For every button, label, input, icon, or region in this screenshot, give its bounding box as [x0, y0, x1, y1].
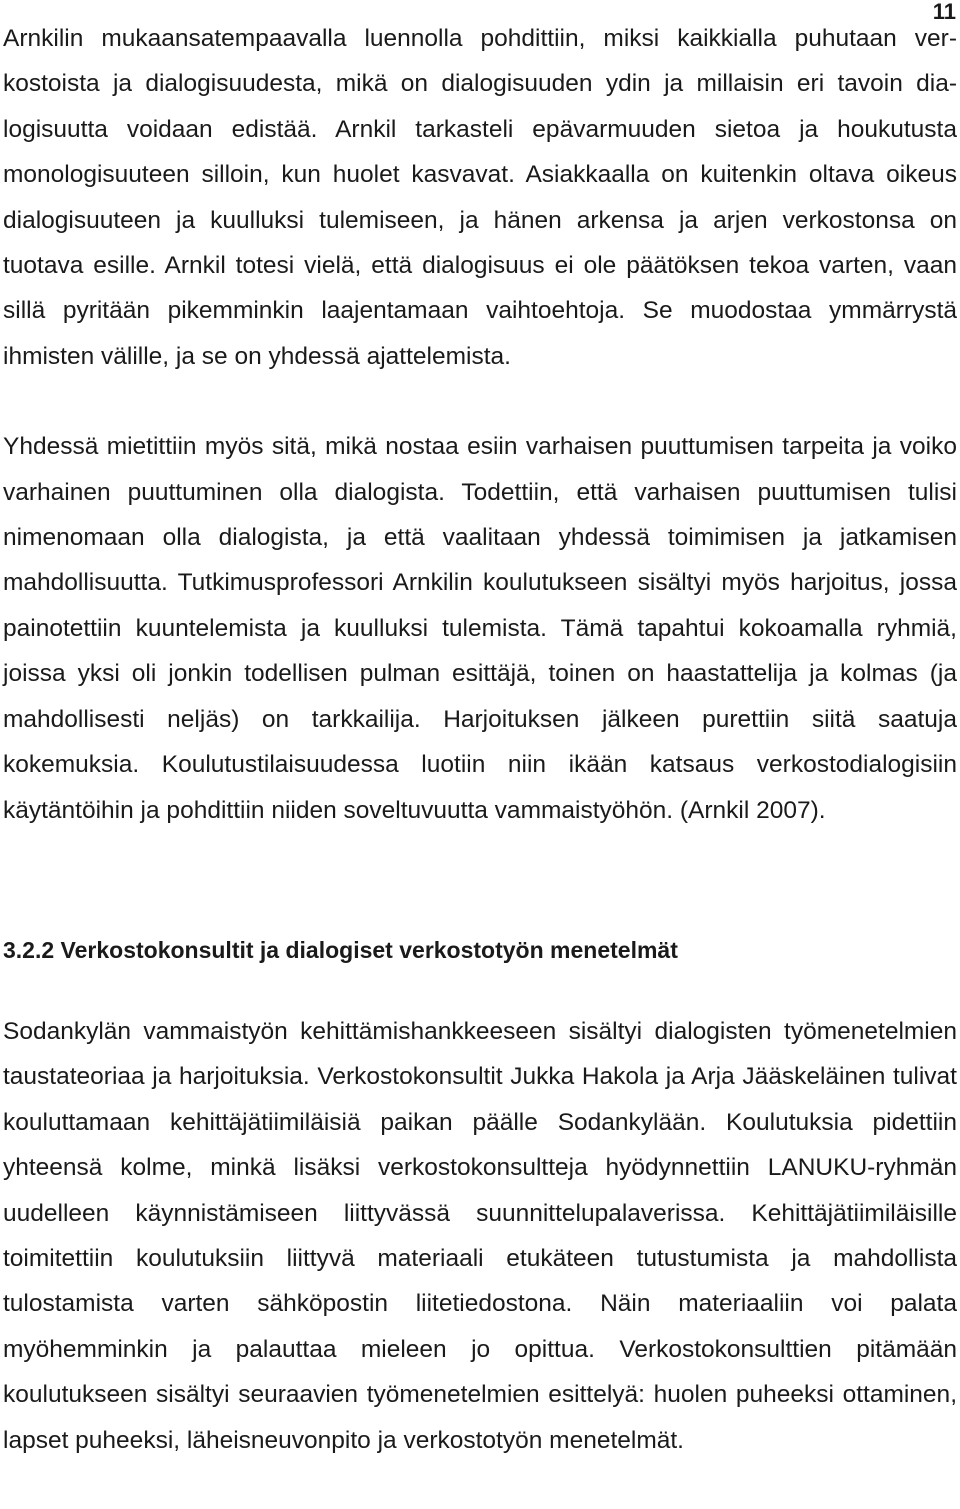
- paragraph-early-intervention: Yhdessä mietittiin myös sitä, mikä nostaa esiin varhaisen puuttumisen tarpeita ja voiko varhainen puuttuminen olla dialogista. Todettiin, että varhaisen puuttumisen tulisi nimenomaan olla dialogista, ja että vaalitaan yhdessä toimimisen ja jatkamisen mahdollisuutta. Tutkimusprofessori Arnkilin koulutukseen sisältyi myös harjoitus, jossa painotettiin kuuntelemista ja kuulluksi tulemista. Tämä tapahtui kokoamalla ryhmiä, joissa yksi oli jonkin todellisen pulman esittäjä, toinen on haastattelija ja kolmas (ja mahdollisesti neljäs) on tarkkailija. Harjoituksen jälkeen purettiin siitä saatuja kokemuksia. Koulutustilaisuudessa luotiin niin ikään katsaus verkostodialogisiin käytäntöihin ja pohdittiin niiden soveltuvuutta vammaistyöhön. (Arnkil 2007).: [3, 433, 957, 824]
- document-body: [3, 16, 957, 1463]
- paragraph-network-consultants: Sodankylän vammaistyön kehittämishankkeeseen sisältyi dialogisten työmenetelmien taustateoriaa ja harjoituksia. Verkostokonsultit Jukka Hakola ja Arja Jääskeläinen tulivat kouluttamaan kehittäjätiimiläisiä paikan päälle Sodankylään. Koulutuksia pidettiin yhteensä kolme, minkä lisäksi verkostokonsultteja hyödynnettiin LANUKU-ryhmän uudelleen käynnistämiseen liittyvässä suunnittelupalaverissa. Kehittäjätiimiläisille toimitettiin koulutuksiin liittyvä materiaali etukäteen tutustumista ja mahdollista tulostamista varten sähköpostin liitetiedostona. Näin materiaaliin voi palata myöhemminkin ja palauttaa mieleen jo opittua. Verkostokonsulttien pitämään koulutukseen sisältyi seuraavien työmenetelmien esittelyä: huolen puheeksi ottaminen, lapset puheeksi, läheisneuvonpito ja verkostotyön menetelmät.: [3, 1017, 957, 1454]
- page-number: 11: [932, 0, 956, 24]
- paragraph-arnkil-lecture: Arnkilin mukaansatempaavalla luennolla pohdittiin, miksi kaikkialla puhutaan verkostoista ja dialogisuudesta, mikä on dialogisuuden ydin ja millaisin eri tavoin dialogisuutta voidaan edistää. Arnkil tarkasteli epävarmuuden sietoa ja houkutusta monologisuuteen silloin, kun huolet kasvavat. Asiakkaalla on kuitenkin oltava oikeus dialogisuuteen ja kuulluksi tulemiseen, ja hänen arkensa ja arjen verkostonsa on tuotava esille. Arnkil totesi vielä, että dialogisuus ei ole päätöksen tekoa varten, vaan sillä pyritään pikemminkin laajentamaan vaihtoehtoja. Se muodostaa ymmärrystä ihmisten välille, ja se on yhdessä ajattelemista.: [3, 25, 957, 370]
- section-heading: 3.2.2 Verkostokonsultit ja dialogiset verkostotyön menetelmät: [3, 936, 678, 963]
